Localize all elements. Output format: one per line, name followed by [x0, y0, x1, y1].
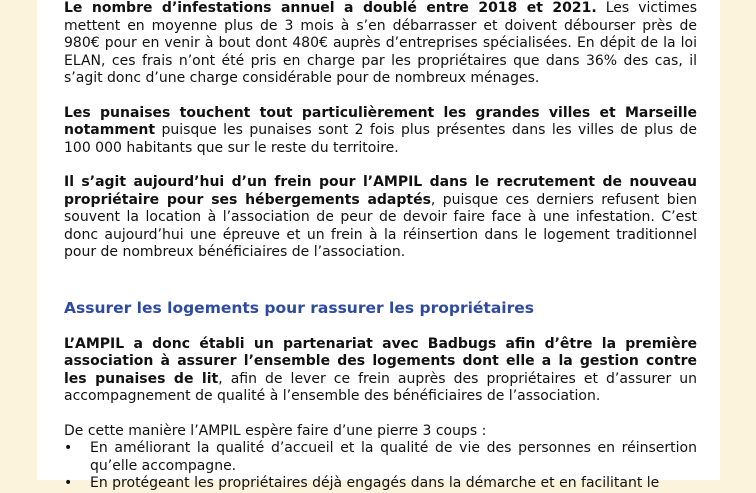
list-item [64, 440, 697, 475]
list-item [64, 475, 697, 493]
paragraph-infestations-text: Les victimes mettent en moyenne plus de 3 mois à s’en débarrasser et doivent débourser près de 980€ pour en venir à bout dont 480€ auprès d’entreprises spécialisées. En dépit de la loi ELAN, ces frais n’ont été pris en charge par les propriétaires que dans 36% des cas, il s’agit donc d’une charge considérable pour de nombreux ménages. [64, 0, 697, 86]
paragraph-ampil-obstacle [64, 174, 697, 262]
paragraph-partnership [64, 336, 697, 406]
paragraph-cities [64, 105, 697, 158]
document-page [37, 0, 720, 491]
paragraph-cities-text: puisque les punaises sont 2 fois plus présentes dans les villes de plus de 100 000 habitants que sur le reste du territoire. [64, 122, 697, 156]
paragraph-ampil-obstacle-text: , puisque ces derniers refusent bien souvent la location à l’association de peur de devoir faire face à une infestation. C’est donc aujourd’hui une épreuve et un frein à la réinsertion dans le logement traditionnel pour de nombreux bénéficiaires de l’association. [64, 191, 698, 260]
benefits-list [64, 440, 697, 493]
paragraph-infestations [64, 0, 697, 88]
paragraph-partnership-bold: L’AMPIL a donc établi un partenariat avec Badbugs afin d’être la première association à assurer l’ensemble des logements dont elle a la gestion contre les punaises de lit [64, 335, 697, 387]
paragraph-intro-list: De cette manière l’AMPIL espère faire d’une pierre 3 coups : [64, 422, 487, 439]
document-body [64, 0, 697, 493]
paragraph-partnership-text: , afin de lever ce frein auprès des propriétaires et d’assurer un accompagnement de qualité à l’ensemble des bénéficiaires de l’association. [64, 370, 697, 404]
bullet-icon: • [64, 475, 73, 491]
list-item-text: En protégeant les propriétaires déjà engagés dans la démarche et en facilitant le [90, 475, 660, 491]
paragraph-cities-bold: Les punaises touchent tout particulièrement les grandes villes et Marseille notamment [64, 104, 697, 138]
list-item-text: En améliorant la qualité d’accueil et la qualité de vie des personnes en réinsertion qu’elle accompagne. [90, 440, 697, 474]
paragraph-ampil-obstacle-bold: Il s’agit aujourd’hui d’un frein pour l’AMPIL dans le recrutement de nouveau propriétaire pour ses hébergements adaptés [64, 174, 697, 208]
paragraph-infestations-bold: Le nombre d’infestations annuel a doublé entre 2018 et 2021. [64, 0, 597, 16]
section-heading: Assurer les logements pour rassurer les propriétaires [64, 298, 534, 317]
bullet-icon: • [64, 440, 73, 456]
